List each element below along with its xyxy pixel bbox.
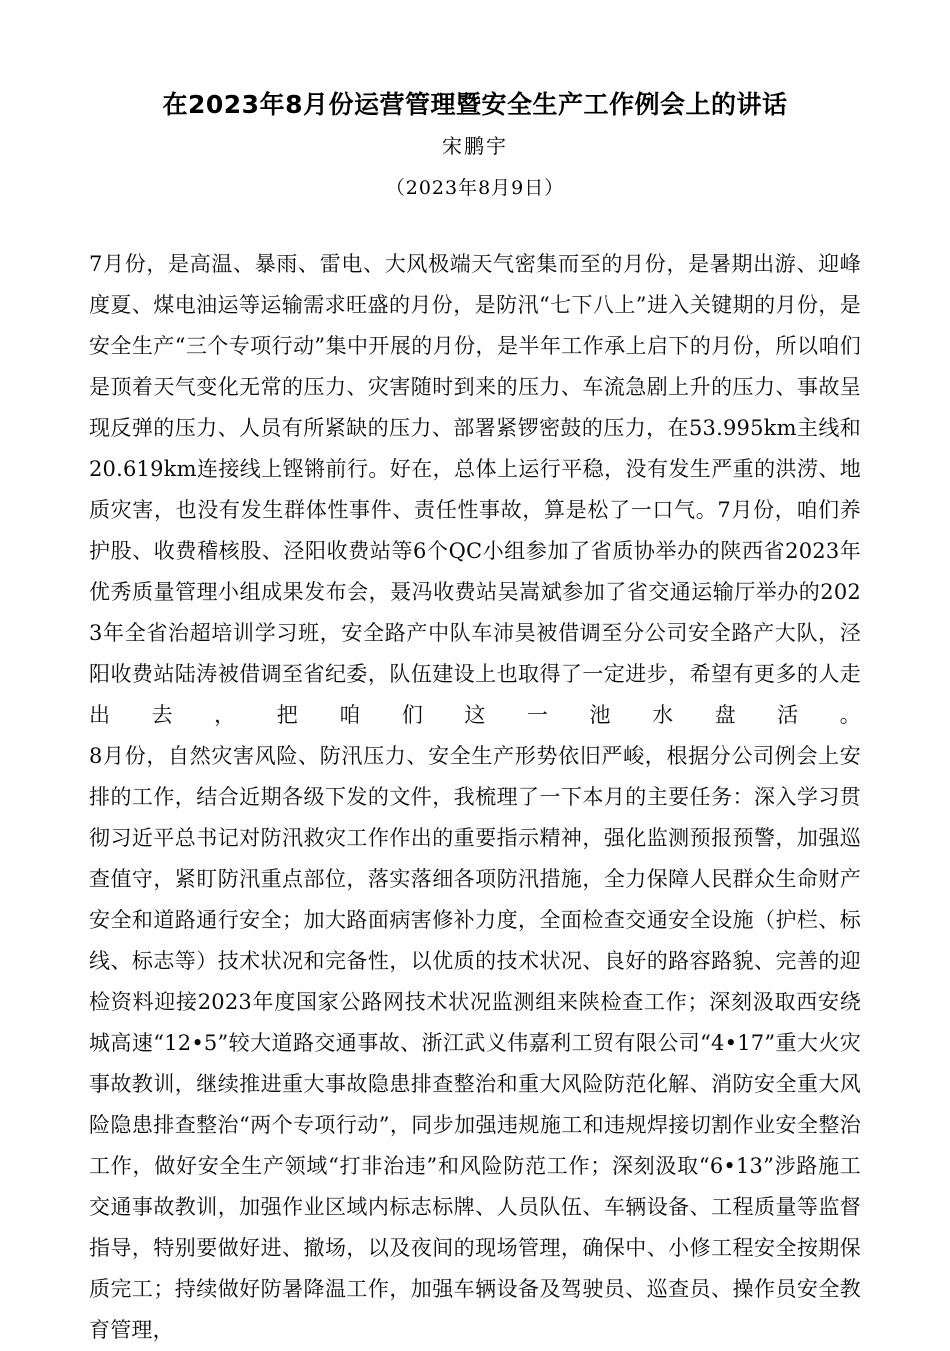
- body-paragraph: 8月份，自然灾害风险、防汛压力、安全生产形势依旧严峻，根据分公司例会上安排的工作，结合近期各级下发的文件，我梳理了一下本月的主要任务：深入学习贯彻习近平总书记对防汛救灾工作作出的重要指示精神，强化监测预报预警，加强巡查值守，紧盯防汛重点部位，落实落细各项防汛措施，全力保障人民群众生命财产安全和道路通行安全；加大路面病害修补力度，全面检查交通安全设施（护栏、标线、标志等）技术状况和完备性，以优质的技术状况、良好的路容路貌、完善的迎检资料迎接2023年度国家公路网技术状况监测组来陕检查工作；深刻汲取西安绕城高速“12•5”较大道路交通事故、浙江武义伟嘉利工贸有限公司“4•17”重大火灾事故教训，继续推进重大事故隐患排查整治和重大风险防范化解、消防安全重大风险隐患排查整治“两个专项行动”，同步加强违规施工和违规焊接切割作业安全整治工作，做好安全生产领域“打非治违”和风险防范工作；深刻汲取“6•13”涉路施工交通事故教训，加强作业区域内标志标牌、人员队伍、车辆设备、工程质量等监督指导，特别要做好进、撤场，以及夜间的现场管理，确保中、小修工程安全按期保质完工；持续做好防暑降温工作，加强车辆设备及驾驶员、巡查员、操作员安全教育管理，: [89, 744, 861, 1342]
- document-author: 宋鹏宇: [442, 134, 508, 158]
- document-body: [89, 208, 861, 1351]
- document-date: （2023年8月9日）: [385, 177, 565, 199]
- title-block: [0, 0, 950, 208]
- page-title: 在2023年8月份运营管理暨安全生产工作例会上的讲话: [162, 90, 788, 119]
- body-paragraph: 7月份，是高温、暴雨、雷电、大风极端天气密集而至的月份，是暑期出游、迎峰度夏、煤电油运等运输需求旺盛的月份，是防汛“七下八上”进入关键期的月份，是安全生产“三个专项行动”集中开展的月份，是半年工作承上启下的月份，所以咱们是顶着天气变化无常的压力、灾害随时到来的压力、车流急剧上升的压力、事故呈现反弹的压力、人员有所紧缺的压力、部署紧锣密鼓的压力，在53.995km主线和20.619km连接线上铿锵前行。好在，总体上运行平稳，没有发生严重的洪涝、地质灾害，也没有发生群体性事件、责任性事故，算是松了一口气。7月份，咱们养护股、收费稽核股、泾阳收费站等6个QC小组参加了省质协举办的陕西省2023年优秀质量管理小组成果发布会，聂冯收费站吴嵩斌参加了省交通运输厅举办的2023年全省治超培训学习班，安全路产中队车沛昊被借调至分公司安全路产大队，泾阳收费站陆涛被借调至省纪委，队伍建设上也取得了一定进步，希望有更多的人走出去，把咱们这一池水盘活。: [89, 252, 861, 727]
